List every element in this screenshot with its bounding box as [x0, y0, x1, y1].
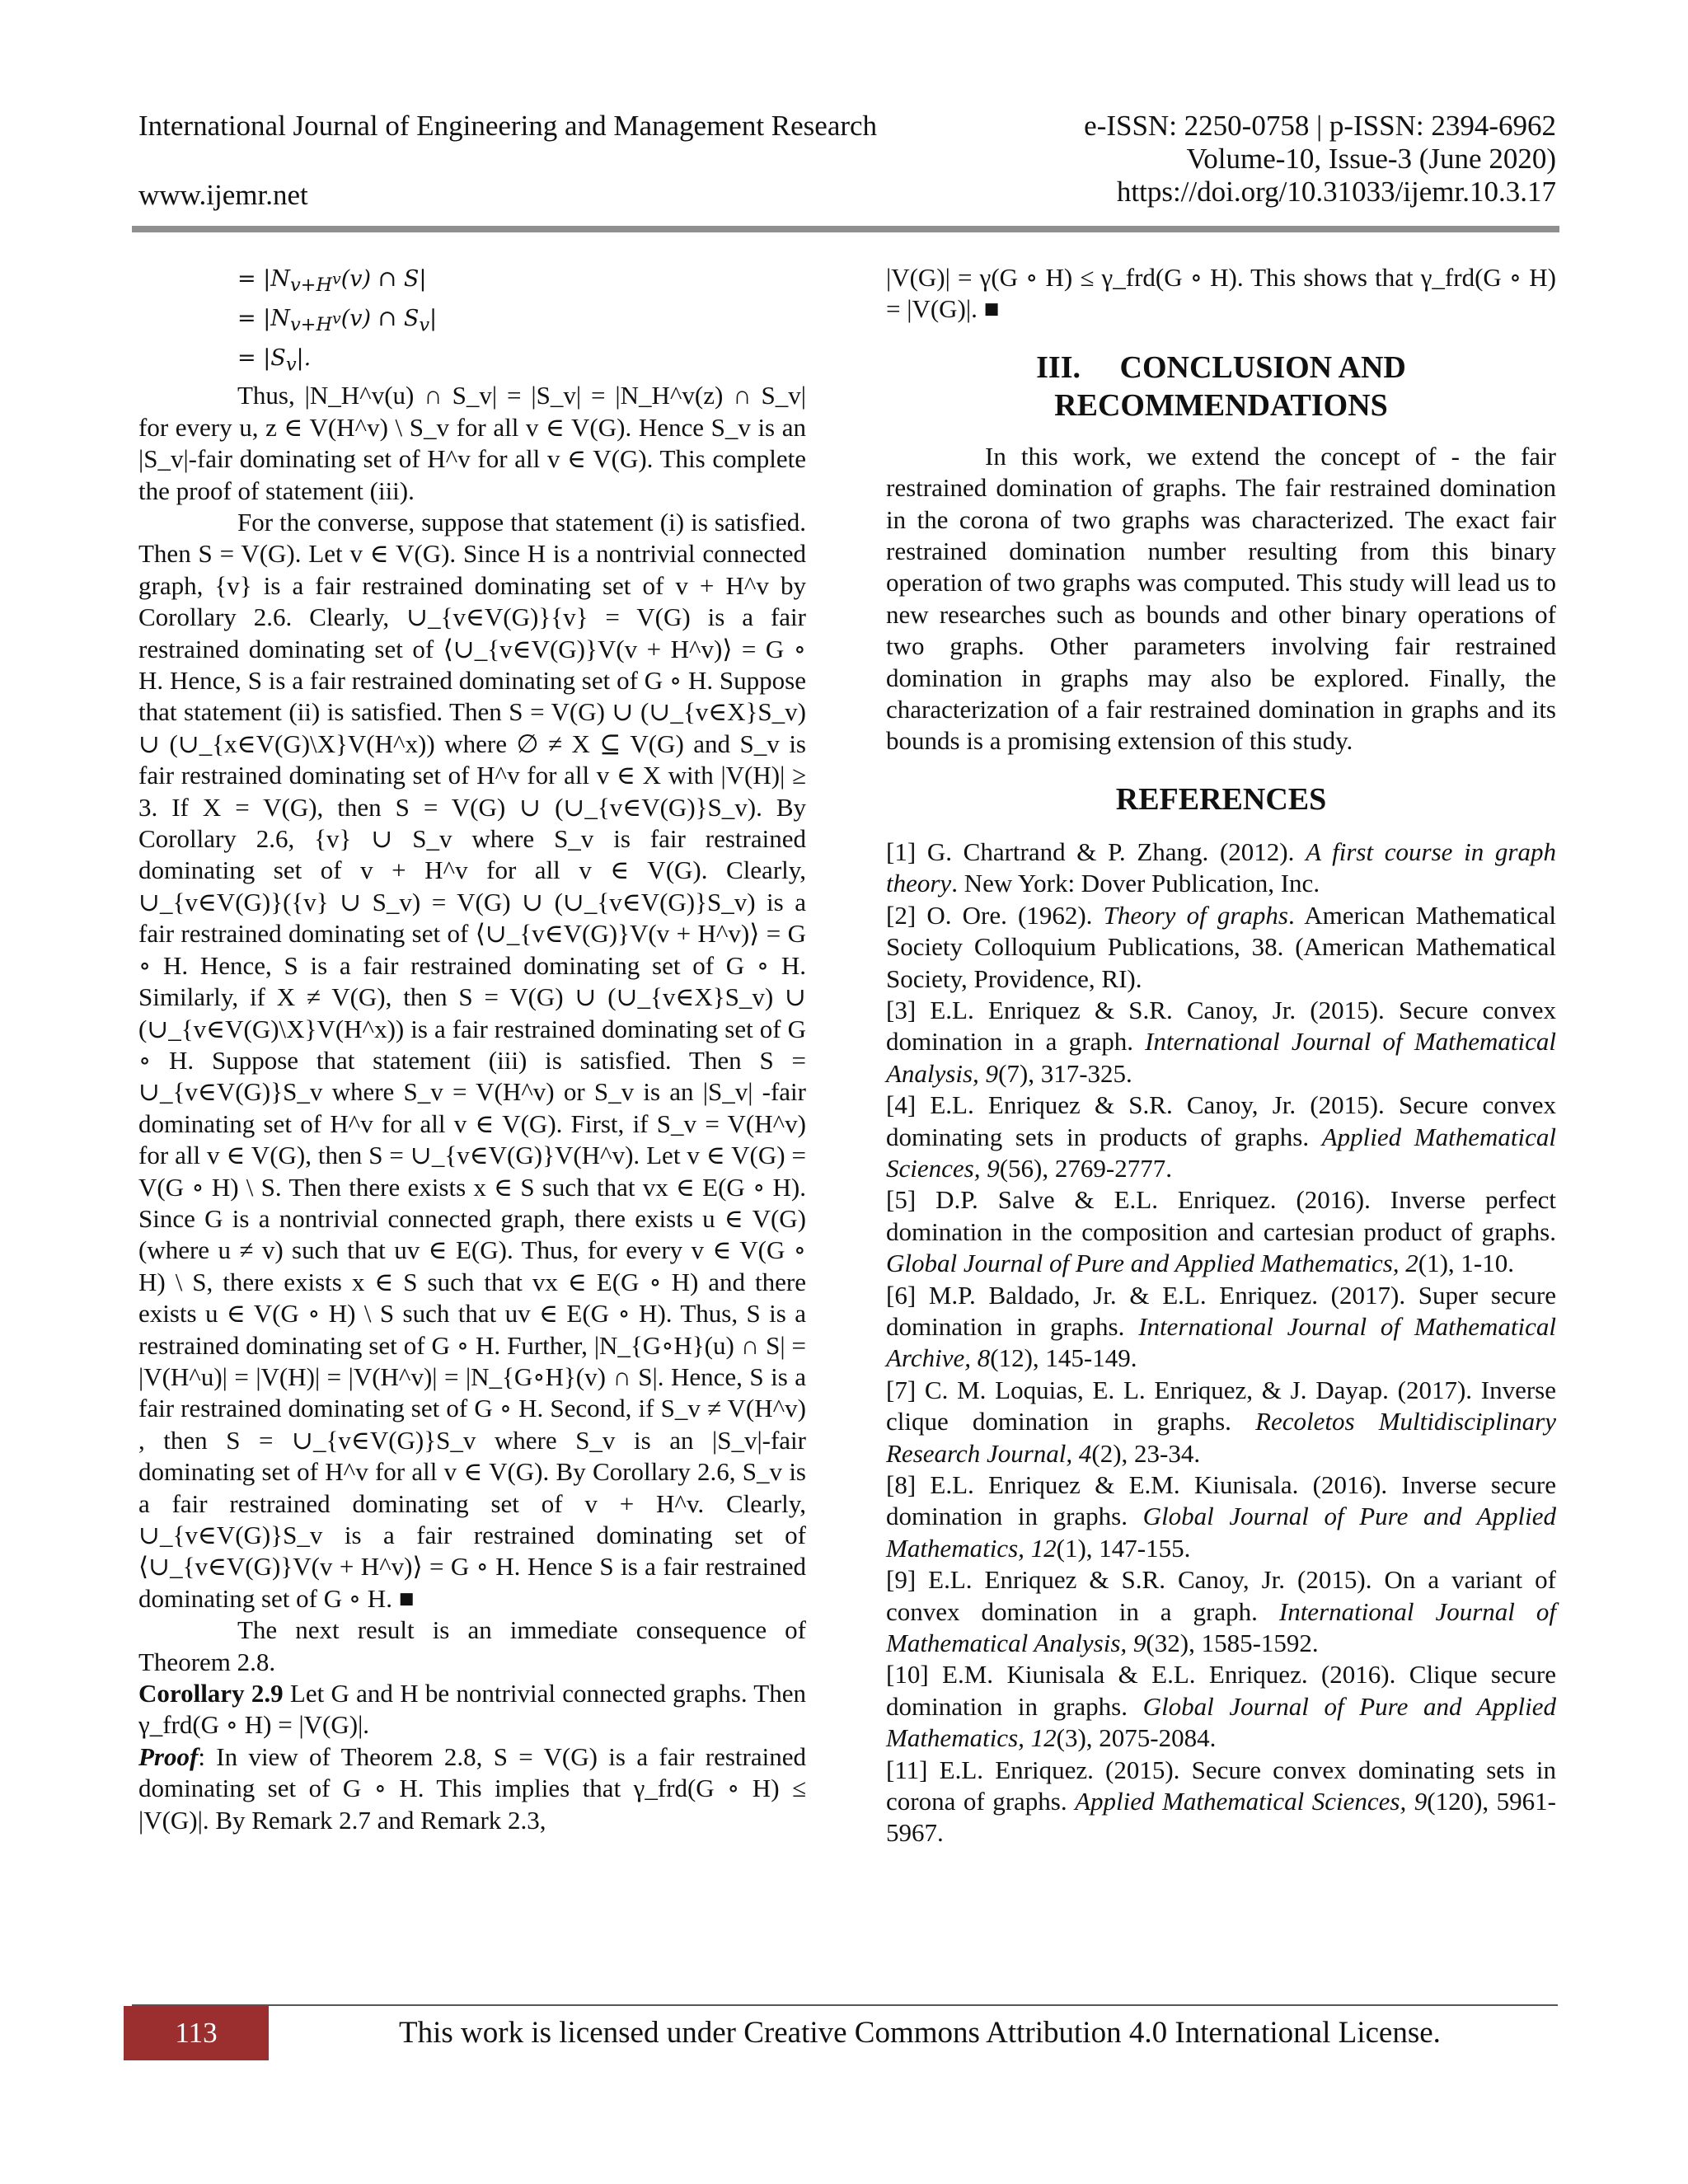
equation-line-1: = $|N_{v+H^v}(v)$ ∩ S| [237, 266, 427, 297]
references-heading: REFERENCES [1115, 781, 1327, 817]
reference-item: [2] O. Ore. (1962). Theory of graphs. American Mathematical Society Colloquium Publications, 38. (American Mathematical Society, Providence, RI). [886, 900, 1556, 993]
reference-item: [7] C. M. Loquias, E. L. Enriquez, & J. Dayap. (2017). Inverse clique domination in graphs. Recoletos Multidisciplinary Research Journal, 4(2), 23-34. [886, 1375, 1556, 1468]
volume-issue: Volume-10, Issue-3 (June 2020) [1186, 143, 1556, 175]
reference-item: [9] E.L. Enriquez & S.R. Canoy, Jr. (2015). On a variant of convex domination in a graph. International Journal of Mathematical Analysis, 9(32), 1585-1592. [886, 1565, 1556, 1658]
paragraph-thus: Thus, |N_H^v(u) ∩ S_v| = |S_v| = |N_H^v(z) ∩ S_v| for every u, z ∈ V(H^v) \ S_v for all v ∈ V(G). Hence S_v is an |S_v|-fair dominating set of H^v for all v ∈ V(G). This complete the proof of statement (iii). [138, 381, 806, 505]
reference-item: [3] E.L. Enriquez & S.R. Canoy, Jr. (2015). Secure convex domination in a graph. International Journal of Mathematical Analysis, 9(7), 317-325. [886, 995, 1557, 1088]
reference-item: [6] M.P. Baldado, Jr. & E.L. Enriquez. (2017). Super secure domination in graphs. International Journal of Mathematical Archive, 8(12), 145-149. [886, 1280, 1556, 1373]
footer-divider [132, 2004, 1558, 2006]
corollary-text: Let G and H be nontrivial connected graphs. Then γ_frd(G ∘ H) = |V(G)|. [138, 1679, 806, 1740]
paragraph-next-result: The next result is an immediate consequence of Theorem 2.8. [138, 1615, 806, 1676]
reference-item: [4] E.L. Enriquez & S.R. Canoy, Jr. (2015). Secure convex dominating sets in products of graphs. Applied Mathematical Sciences, 9(56), 2769-2777. [886, 1090, 1556, 1183]
journal-website[interactable]: www.ijemr.net [138, 179, 308, 211]
proof-label: Proof [138, 1741, 199, 1771]
proof-text: : In view of Theorem 2.8, S = V(G) is a fair restrained dominating set of G ∘ H. This implies that γ_frd(G ∘ H) ≤ |V(G)|. By Remark 2.7 and Remark 2.3, [138, 1741, 806, 1835]
reference-item: [1] G. Chartrand & P. Zhang. (2012). A first course in graph theory. New York: Dover Publication, Inc. [886, 837, 1556, 898]
issn: e-ISSN: 2250-0758 | p-ISSN: 2394-6962 [1084, 110, 1556, 142]
equation-line-2: = $|N_{v+H^v}(v)$ ∩ $S_v|$ [237, 305, 438, 336]
section-title-line-1: CONCLUSION AND [1119, 349, 1406, 385]
header-divider [132, 226, 1559, 232]
section-heading [886, 349, 1556, 387]
page-number: 113 [124, 2006, 269, 2060]
reference-item: [5] D.P. Salve & E.L. Enriquez. (2016). Inverse perfect domination in the composition and cartesian product of graphs. Global Journal of Pure and Applied Mathematics, 2(1), 1-10. [886, 1185, 1556, 1278]
corollary-2-9 [138, 1678, 806, 1741]
reference-item: [8] E.L. Enriquez & E.M. Kiunisala. (2016). Inverse secure domination in graphs. Global Journal of Pure and Applied Mathematics, 12(1), 147-155. [886, 1470, 1556, 1563]
license-notice: This work is licensed under Creative Commons Attribution 4.0 International License. [399, 2016, 1441, 2050]
section-title-line-2: RECOMMENDATIONS [1054, 387, 1388, 423]
reference-item: [10] E.M. Kiunisala & E.L. Enriquez. (2016). Clique secure domination in graphs. Global Journal of Pure and Applied Mathematics, 12(3), 2075-2084. [886, 1660, 1556, 1753]
references-list [886, 837, 1556, 1849]
right-column [886, 262, 1556, 1849]
left-column [138, 262, 806, 1836]
corollary-label: Corollary 2.9 [138, 1679, 284, 1708]
doi-link[interactable]: https://doi.org/10.31033/ijemr.10.3.17 [1116, 176, 1556, 208]
proof-paragraph [138, 1741, 806, 1836]
proof-conclusion: |V(G)| = γ(G ∘ H) ≤ γ_frd(G ∘ H). This shows that γ_frd(G ∘ H) = |V(G)|. ■ [886, 263, 1556, 324]
journal-name: International Journal of Engineering and Management Research [138, 110, 878, 142]
issue-info [1084, 110, 1556, 209]
conclusion-paragraph: In this work, we extend the concept of - the fair restrained domination of graphs. The fair restrained domination in the corona of two graphs was characterized. The exact fair restrained domination number resulting from this binary operation of two graphs was computed. This study will lead us to new researches such as bounds and other binary operations of two graphs. Other parameters involving fair restrained domination in graphs may also be explored. Finally, the characterization of a fair restrained domination in graphs and its bounds is a promising extension of this study. [886, 441, 1556, 756]
paragraph-converse: For the converse, suppose that statement (i) is satisfied. Then S = V(G). Let v ∈ V(G). Since H is a nontrivial connected graph, {v} is a fair restrained dominating set of v + H^v by Corollary 2.6. Clearly, ∪_{v∈V(G)}{v} = V(G) is a fair restrained dominating set of ⟨∪_{v∈V(G)}V(v + H^v)⟩ = G ∘ H. Hence, S is a fair restrained dominating set of G ∘ H. Suppose that statement (ii) is satisfied. Then S = V(G) ∪ (∪_{v∈X}S_v) ∪ (∪_{x∈V(G)\X}V(H^x)) where ∅ ≠ X ⊆ V(G) and S_v is fair restrained dominating set of H^v for all v ∈ X with |V(H)| ≥ 3. If X = V(G), then S = V(G) ∪ (∪_{v∈V(G)}S_v). By Corollary 2.6, {v} ∪ S_v where S_v is fair restrained dominating set of v + H^v for all v ∈ V(G). Clearly, ∪_{v∈V(G)}({v} ∪ S_v) = V(G) ∪ (∪_{v∈V(G)}S_v) is a fair restrained dominating set of ⟨∪_{v∈V(G)}V(v + H^v)⟩ = G ∘ H. Hence, S is a fair restrained dominating set of G ∘ H. Similarly, if X ≠ V(G), then S = V(G) ∪ (∪_{v∈X}S_v) ∪ (∪_{v∈V(G)\X}V(H^x)) is a fair restrained dominating set of G ∘ H. Suppose that statement (iii) is satisfied. Then S = ∪_{v∈V(G)}S_v where S_v = V(H^v) or S_v is an |S_v| -fair dominating set of H^v for all v ∈ V(G). First, if S_v = V(H^v) for all v ∈ V(G), then S = ∪_{v∈V(G)}V(H^v). Let v ∈ V(G) = V(G ∘ H) \ S. Then there exists x ∈ S such that vx ∈ E(G ∘ H). Since G is a nontrivial connected graph, there exists u ∈ V(G) (where u ≠ v) such that uv ∈ E(G). Thus, for every v ∈ V(G ∘ H) \ S, there exists x ∈ S such that vx ∈ E(G ∘ H) and there exists u ∈ V(G ∘ H) \ S such that uv ∈ E(G ∘ H). Thus, S is a restrained dominating set of G ∘ H. Further, |N_{G∘H}(u) ∩ S| = |V(H^u)| = |V(H)| = |V(H^v)| = |N_{G∘H}(v) ∩ S|. Hence, S is a fair restrained dominating set of G ∘ H. Second, if S_v ≠ V(H^v) , then S = ∪_{v∈V(G)}S_v where S_v is an |S_v|-fair dominating set of H^v for all v ∈ V(G). By Corollary 2.6, S_v is a fair restrained dominating set of v + H^v. Clearly, ∪_{v∈V(G)}S_v is a fair restrained dominating set of ⟨∪_{v∈V(G)}V(v + H^v)⟩ = G ∘ H. Hence S is a fair restrained dominating set of G ∘ H. ■ [138, 508, 807, 1613]
equation-line-3: = $|S_v|$. [237, 344, 312, 375]
reference-item: [11] E.L. Enriquez. (2015). Secure convex dominating sets in corona of graphs. Applied Mathematical Sciences, 9(120), 5961-5967. [886, 1755, 1556, 1848]
section-number: III. [1036, 349, 1081, 385]
